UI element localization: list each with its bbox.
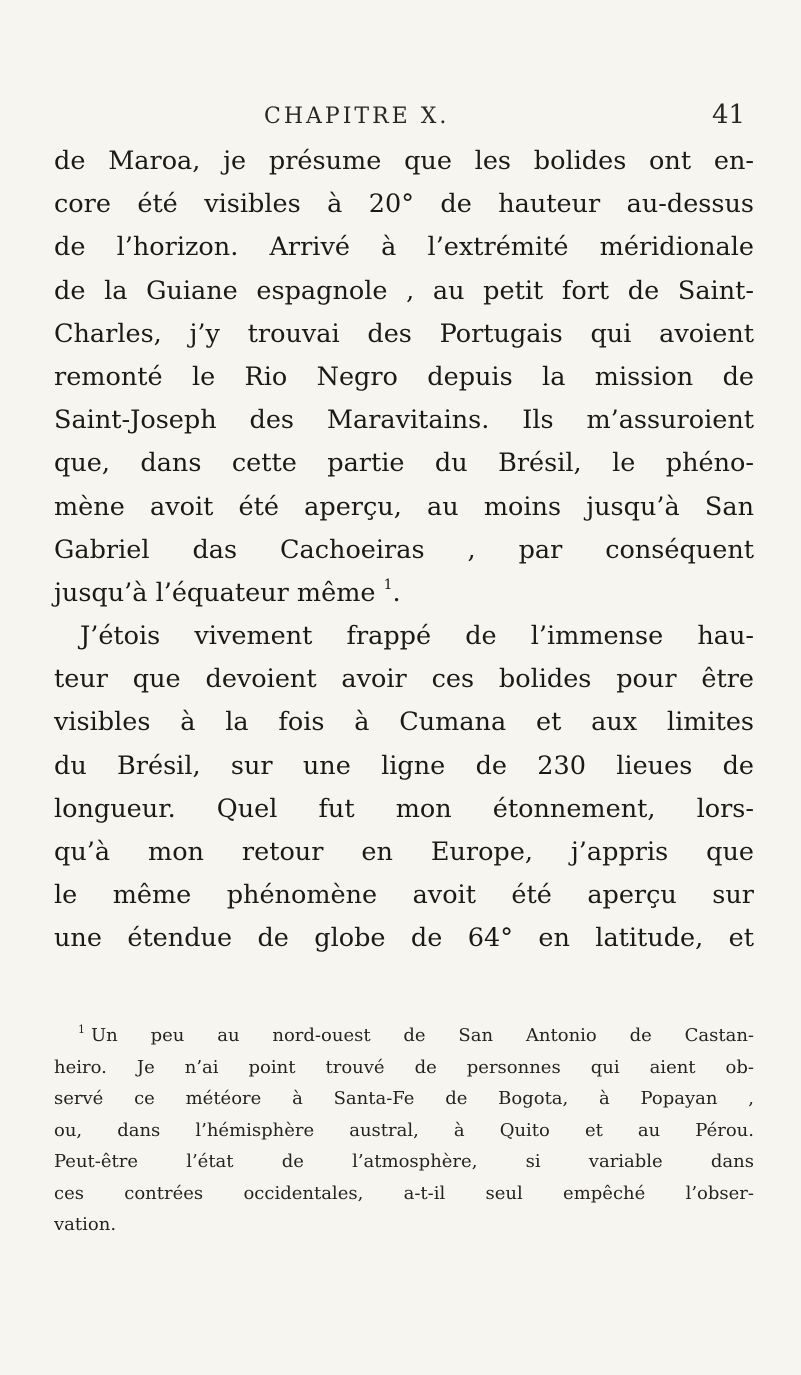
text-line: teur que devoient avoir ces bolides pour être: [54, 664, 754, 695]
running-head: [0, 100, 801, 140]
text-line: visibles à la fois à Cumana et aux limites: [54, 707, 754, 738]
footnote-line: Peut-être l’état de l’atmosphère, si variable dans: [54, 1151, 754, 1172]
footnote-line: ou, dans l’hémisphère austral, à Quito et au Pérou.: [54, 1119, 754, 1141]
text-line: le même phénomène avoit été aperçu sur: [54, 880, 754, 911]
text-line-with-note: jusqu’à l’équateur même $^1$.: [54, 576, 401, 608]
footnote: [54, 1020, 754, 1241]
footnote-number: 1: [78, 1023, 85, 1036]
footnote-line: servé ce météore à Santa-Fe de Bogota, à Popayan ,: [54, 1088, 754, 1109]
text-line: Charles, j’y trouvai des Portugais qui avoient: [54, 318, 754, 349]
footnote-line: vation.: [54, 1214, 117, 1235]
chapter-title: CHAPITRE X.: [264, 104, 450, 129]
footnote-reference: 1: [383, 576, 393, 593]
text-line: Saint-Joseph des Maravitains. Ils m’assuroient: [54, 405, 754, 436]
text-line: remonté le Rio Negro depuis la mission de: [54, 361, 754, 392]
text-line: que, dans cette partie du Brésil, le phéno-: [54, 448, 754, 479]
text-line: Gabriel das Cachoeiras , par conséquent: [54, 534, 754, 565]
text-line: de Maroa, je présume que les bolides ont en-: [54, 146, 754, 176]
footnote-line: [54, 1020, 754, 1052]
text-line: longueur. Quel fut mon étonnement, lors-: [54, 793, 754, 824]
text-line: J’étois vivement frappé de l’immense hau-: [80, 621, 754, 652]
footnote-line: heiro. Je n’ai point trouvé de personnes qui aient ob-: [54, 1056, 754, 1078]
page-number: 41: [712, 100, 746, 130]
text-line: jusqu’à l’équateur même: [54, 577, 376, 608]
footnote-line: ces contrées occidentales, a-t-il seul empêché l’obser-: [54, 1182, 754, 1204]
text-line: de l’horizon. Arrivé à l’extrémité méridionale: [54, 232, 754, 263]
text-line: une étendue de globe de 64° en latitude, et: [54, 923, 754, 954]
text-line: du Brésil, sur une ligne de 230 lieues de: [54, 750, 754, 781]
footnote-text: Un peu au nord-ouest de San Antonio de Castan-: [91, 1025, 754, 1046]
body-text: [54, 140, 754, 961]
text-line: mène avoit été aperçu, au moins jusqu’à San: [54, 491, 754, 522]
text-line: de la Guiane espagnole , au petit fort de Saint-: [54, 275, 754, 306]
text-line: qu’à mon retour en Europe, j’appris que: [54, 837, 754, 867]
text-line: core été visibles à 20° de hauteur au-dessus: [54, 189, 754, 220]
